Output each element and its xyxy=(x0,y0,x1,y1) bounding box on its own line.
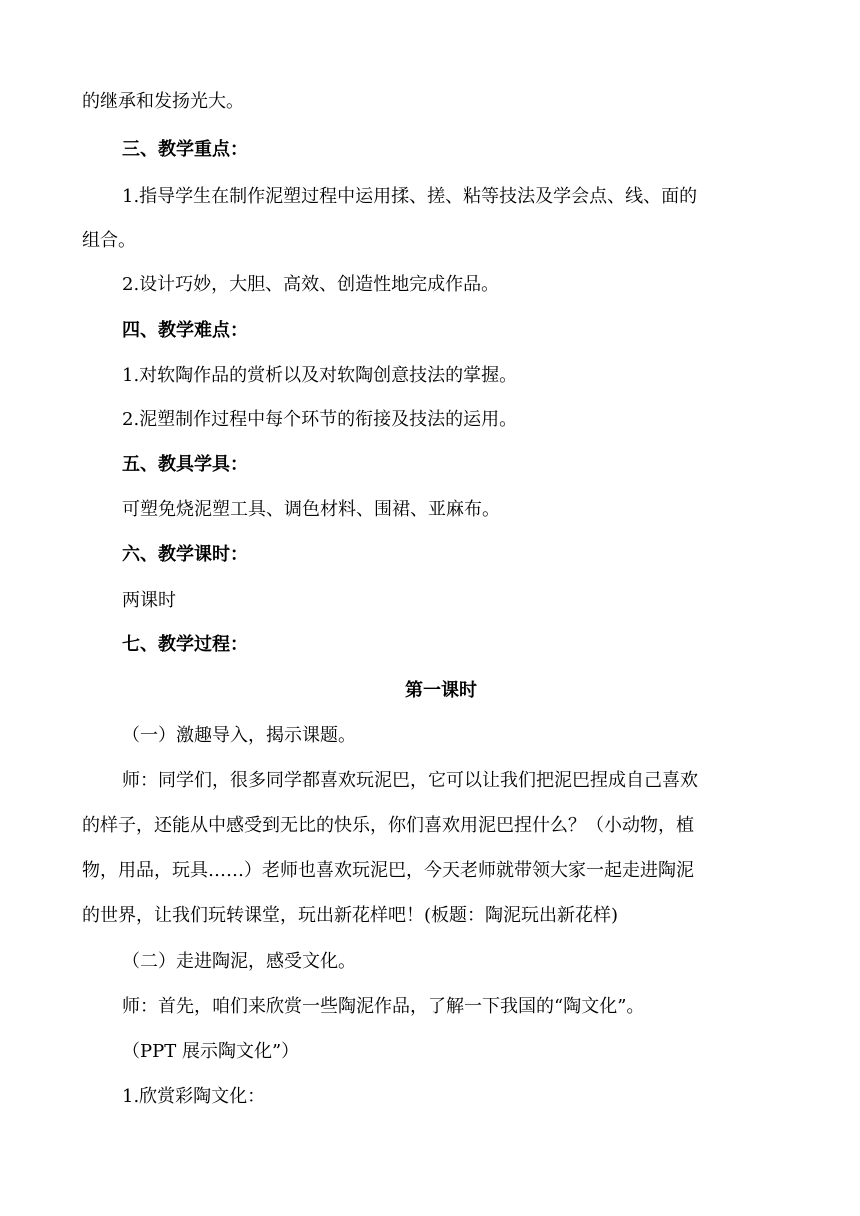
teacher-speech-2: 师：首先，咱们来欣赏一些陶泥作品，了解一下我国的“陶文化”。 xyxy=(122,996,645,1017)
heading-teaching-difficulty: 四、教学难点： xyxy=(122,320,248,341)
difficulty-item-1: 1.对软陶作品的赏析以及对软陶创意技法的掌握。 xyxy=(122,365,518,386)
ppt-note: （PPT 展示陶文化”） xyxy=(122,1041,300,1062)
focus-item-1-line-1: 1.指导学生在制作泥塑过程中运用揉、搓、粘等技法及学会点、线、面的 xyxy=(122,186,698,207)
heading-class-hours: 六、教学课时： xyxy=(122,544,248,565)
heading-teaching-tools: 五、教具学具： xyxy=(122,454,248,475)
step-2-title: （二）走进陶泥，感受文化。 xyxy=(122,951,356,972)
list-item-1: 1.欣赏彩陶文化： xyxy=(122,1086,266,1107)
paragraph-continuation: 的继承和发扬光大。 xyxy=(82,91,244,112)
focus-item-2: 2.设计巧妙，大胆、高效、创造性地完成作品。 xyxy=(122,274,500,295)
heading-teaching-process: 七、教学过程： xyxy=(122,634,248,655)
focus-item-1-line-2: 组合。 xyxy=(82,230,136,251)
heading-teaching-focus: 三、教学重点： xyxy=(122,139,248,160)
lesson-title: 第一课时 xyxy=(405,680,477,701)
teacher-speech-1-line-4: 的世界，让我们玩转课堂，玩出新花样吧！(板题：陶泥玩出新花样) xyxy=(82,905,619,926)
difficulty-item-2: 2.泥塑制作过程中每个环节的衔接及技法的运用。 xyxy=(122,409,518,430)
teacher-speech-1-line-2: 的样子，还能从中感受到无比的快乐，你们喜欢用泥巴捏什么？（小动物，植 xyxy=(82,815,694,836)
teacher-speech-1-line-3: 物，用品，玩具……）老师也喜欢玩泥巴，今天老师就带领大家一起走进陶泥 xyxy=(82,860,694,881)
step-1-title: （一）激趣导入，揭示课题。 xyxy=(122,725,356,746)
teacher-speech-1-line-1: 师：同学们，很多同学都喜欢玩泥巴，它可以让我们把泥巴捏成自己喜欢 xyxy=(122,770,698,791)
class-hours-text: 两课时 xyxy=(122,590,176,611)
tools-text: 可塑免烧泥塑工具、调色材料、围裙、亚麻布。 xyxy=(122,499,500,520)
